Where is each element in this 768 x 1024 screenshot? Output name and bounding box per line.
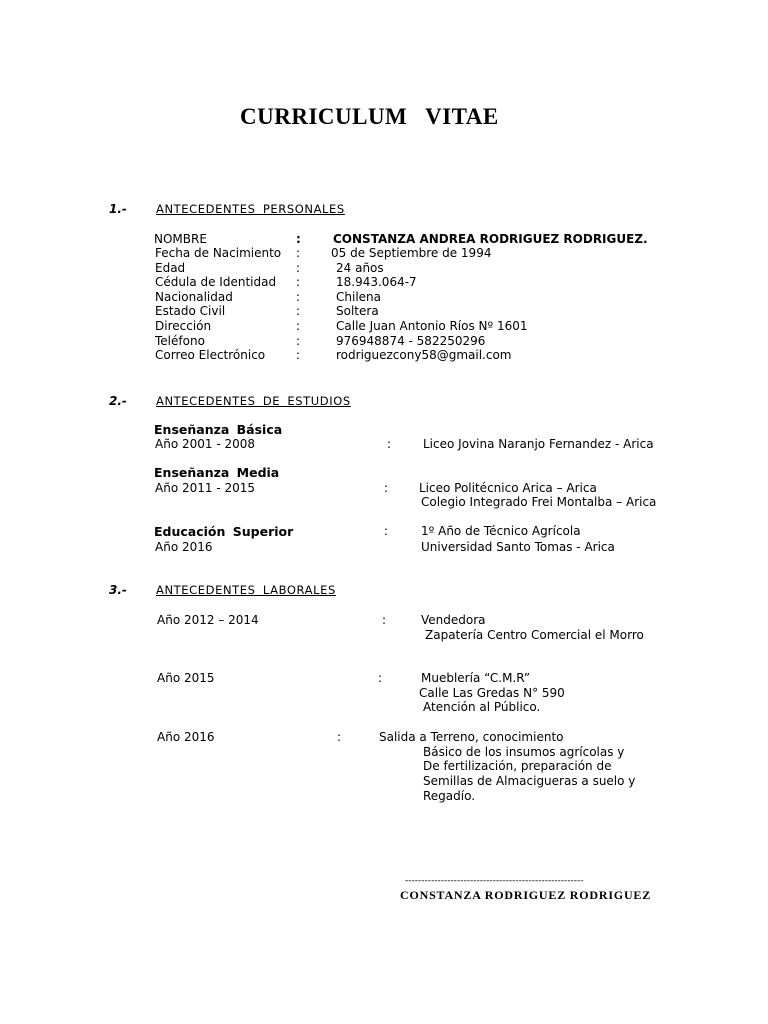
value-cedula: 18.943.064-7 (336, 275, 417, 289)
job-2-line-2: Calle Las Gredas N° 590 (419, 686, 565, 700)
value-nombre: CONSTANZA ANDREA RODRIGUEZ RODRIGUEZ. (333, 232, 648, 246)
study-basic-years: Año 2001 - 2008 (155, 437, 256, 451)
job-1-years: Año 2012 – 2014 (157, 613, 259, 627)
sep-edad: : (296, 261, 301, 275)
study-superior-line-2: Universidad Santo Tomas - Arica (421, 540, 615, 554)
study-basic-sep: : (387, 437, 392, 451)
study-media-line-1: Liceo Politécnico Arica – Arica (419, 481, 597, 495)
study-basic-heading: Enseñanza Básica (154, 422, 283, 437)
job-2-years: Año 2015 (157, 671, 215, 685)
section-heading-personal: ANTECEDENTES PERSONALES (156, 202, 345, 216)
job-1-sep: : (382, 613, 387, 627)
signature-name: CONSTANZA RODRIGUEZ RODRIGUEZ (400, 888, 652, 902)
section-heading-work: ANTECEDENTES LABORALES (156, 583, 336, 597)
value-direccion: Calle Juan Antonio Ríos Nº 1601 (336, 319, 528, 333)
job-3-line-1: Salida a Terreno, conocimiento (379, 730, 564, 744)
label-telefono: Teléfono (155, 334, 205, 348)
label-correo: Correo Electrónico (155, 348, 266, 362)
job-3-line-4: Semillas de Almacigueras a suelo y (423, 774, 636, 788)
job-1-line-2: Zapatería Centro Comercial el Morro (425, 628, 644, 642)
section-heading-studies: ANTECEDENTES DE ESTUDIOS (156, 394, 351, 408)
sep-nombre: : (296, 232, 301, 246)
job-2-line-1: Mueblería “C.M.R” (421, 671, 531, 685)
sep-direccion: : (296, 319, 301, 333)
study-superior-sep: : (384, 524, 389, 538)
study-media-line-2: Colegio Integrado Frei Montalba – Arica (421, 495, 657, 509)
study-superior-line-1: 1º Año de Técnico Agrícola (421, 524, 581, 538)
value-nacionalidad: Chilena (336, 290, 381, 304)
job-3-line-5: Regadío. (423, 789, 476, 803)
section-number-personal: 1.- (109, 202, 127, 216)
study-media-heading: Enseñanza Media (154, 465, 280, 480)
job-3-line-3: De fertilización, preparación de (423, 759, 612, 773)
study-media-years: Año 2011 - 2015 (155, 481, 256, 495)
label-direccion: Dirección (155, 319, 212, 333)
job-3-years: Año 2016 (157, 730, 215, 744)
label-fecha-nacimiento: Fecha de Nacimiento (155, 246, 282, 260)
study-basic-line-1: Liceo Jovina Naranjo Fernandez - Arica (423, 437, 654, 451)
value-fecha-nacimiento: 05 de Septiembre de 1994 (331, 246, 492, 260)
sep-correo: : (296, 348, 301, 362)
sep-cedula: : (296, 275, 301, 289)
label-nacionalidad: Nacionalidad (155, 290, 233, 304)
section-number-work: 3.- (109, 583, 127, 597)
study-media-sep: : (384, 481, 389, 495)
section-number-studies: 2.- (109, 394, 127, 408)
study-superior-years: Año 2016 (155, 540, 213, 554)
value-edad: 24 años (336, 261, 384, 275)
value-correo: rodriguezcony58@gmail.com (336, 348, 512, 362)
study-superior-heading: Educación Superior (154, 524, 294, 539)
value-estado-civil: Soltera (336, 304, 379, 318)
label-estado-civil: Estado Civil (155, 304, 226, 318)
job-1-line-1: Vendedora (421, 613, 486, 627)
sep-estado-civil: : (296, 304, 301, 318)
sep-telefono: : (296, 334, 301, 348)
signature-line: ------------------------------------------------------- (405, 876, 584, 886)
label-nombre: NOMBRE (154, 232, 207, 246)
label-cedula: Cédula de Identidad (155, 275, 277, 289)
sep-fecha-nacimiento: : (296, 246, 301, 260)
sep-nacionalidad: : (296, 290, 301, 304)
job-2-line-3: Atención al Público. (423, 700, 541, 714)
job-2-sep: : (378, 671, 383, 685)
label-edad: Edad (155, 261, 186, 275)
job-3-line-2: Básico de los insumos agrícolas y (423, 745, 625, 759)
value-telefono: 976948874 - 582250296 (336, 334, 486, 348)
page-title: CURRICULUM VITAE (240, 104, 499, 129)
job-3-sep: : (337, 730, 342, 744)
